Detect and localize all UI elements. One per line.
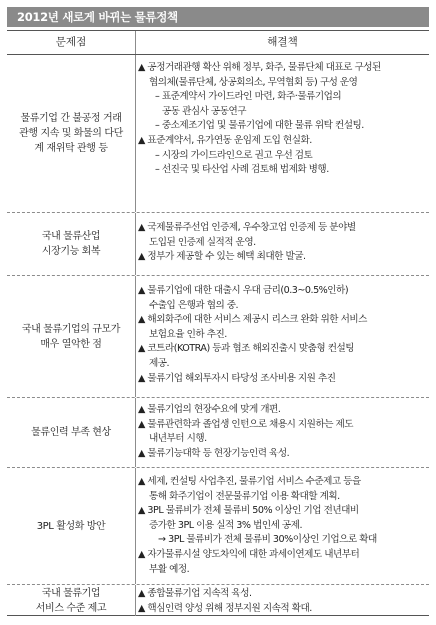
table-row bbox=[7, 397, 429, 467]
solution-line: ▲ 해외화주에 대한 서비스 제공시 리스크 완화 위한 서비스 bbox=[138, 314, 367, 326]
problem-cell: 물류기업 간 불공정 거래 관행 지속 및 화물의 다단 계 재위탁 관행 등 bbox=[19, 113, 123, 154]
solution-line: – 선진국 및 타산업 사례 검토해 법제화 병행. bbox=[155, 164, 329, 176]
problem-cell: 국내 물류기업 서비스 수준 제고 bbox=[35, 587, 107, 614]
solution-line: ▲ 정부가 제공할 수 있는 혜택 최대한 발굴. bbox=[138, 251, 306, 263]
column-divider bbox=[135, 398, 136, 467]
column-divider bbox=[135, 55, 136, 212]
table-row bbox=[7, 55, 429, 212]
problem-cell: 물류인력 부족 현상 bbox=[31, 427, 111, 438]
solution-line: 공동 관심사 공동연구 bbox=[162, 105, 247, 117]
column-divider bbox=[135, 585, 136, 616]
solution-line: ▲ 물류기업 해외투자시 타당성 조사비용 지원 추진 bbox=[138, 372, 336, 384]
solution-line: 부활 예정. bbox=[149, 563, 190, 575]
solution-line: ▲ 물류관련학과 졸업생 인턴으로 채용시 지원하는 제도 bbox=[138, 418, 354, 430]
solution-line: 수출입 은행과 협의 중. bbox=[149, 299, 239, 311]
table-row bbox=[7, 467, 429, 584]
solution-line: 통해 화주기업이 전문물류기업 이용 확대할 계획. bbox=[149, 490, 340, 502]
solution-line: ▲ 종합물류기업 지속적 육성. bbox=[138, 588, 252, 599]
header-solution: 해결책 bbox=[267, 36, 298, 49]
solution-line: 협의체(물류단체, 상공회의소, 무역협회 등) 구성 운영 bbox=[149, 76, 358, 88]
problem-cell: 국내 물류산업 시장기능 회복 bbox=[41, 231, 101, 257]
solution-cell bbox=[138, 398, 426, 467]
solution-line: ▲ 표준계약서, 유가연동 운임제 도입 현실화. bbox=[138, 134, 312, 146]
solution-line: ▲ 코트라(KOTRA) 등과 협조 해외진출시 맞춤형 컨설팅 bbox=[138, 343, 354, 355]
solution-line: → 3PL 물류비가 전체 물류비 30%이상인 기업으로 확대 bbox=[158, 534, 377, 546]
solution-cell bbox=[138, 55, 426, 212]
table-header bbox=[7, 31, 429, 55]
column-divider bbox=[135, 213, 136, 275]
table-row bbox=[7, 584, 429, 616]
solution-line: ▲ 물류기능대학 등 현장기능인력 육성. bbox=[138, 447, 290, 459]
solution-line: ▲ 핵심인력 양성 위해 정부지원 지속적 확대. bbox=[138, 602, 312, 614]
solution-line: 도입된 인증제 실적적 운영. bbox=[149, 236, 256, 248]
solution-line: ▲ 공정거래관행 확산 위해 정부, 화주, 물류단체 대표로 구성된 bbox=[138, 62, 381, 73]
solution-cell bbox=[138, 213, 426, 275]
policy-table bbox=[7, 30, 429, 616]
solution-line: 제공. bbox=[149, 357, 170, 369]
table-row bbox=[7, 275, 429, 397]
solution-line: ▲ 자가물류시설 양도차익에 대한 과세이연제도 내년부터 bbox=[138, 548, 360, 560]
solution-line: 보험요율 인하 추진. bbox=[149, 328, 227, 340]
problem-cell: 3PL 활성화 방안 bbox=[36, 520, 106, 532]
solution-line: 증가한 3PL 이용 실적 3% 법인세 공제. bbox=[149, 519, 303, 531]
page-title: 2012년 새로게 바뀌는 물류정책 bbox=[7, 7, 429, 27]
problem-cell: 국내 물류기업의 규모가 매우 열악한 점 bbox=[21, 323, 121, 350]
solution-cell bbox=[138, 276, 426, 397]
table-row bbox=[7, 212, 429, 275]
solution-line: ▲ 물류기업의 현장수요에 맞게 개편. bbox=[138, 404, 281, 415]
solution-line: 내년부터 시행. bbox=[149, 433, 207, 445]
solution-cell bbox=[138, 585, 426, 616]
header-problem: 문제점 bbox=[55, 36, 87, 48]
solution-line: – 중소제조기업 및 물류기업에 대한 물류 위탁 컨설팅. bbox=[155, 120, 364, 132]
solution-line: – 표준계약서 가이드라인 마련, 화주·물류기업의 bbox=[155, 91, 342, 103]
solution-line: – 시장의 가이드라인으로 권고 우선 검토 bbox=[155, 149, 313, 161]
solution-line: ▲ 국제물류주선업 인증제, 우수창고업 인증제 등 분야별 bbox=[138, 222, 356, 233]
column-divider bbox=[135, 276, 136, 397]
column-divider bbox=[135, 468, 136, 584]
solution-line: ▲ 세제, 컨설팅 사업추진, 물류기업 서비스 수준제고 등을 bbox=[138, 476, 361, 487]
solution-line: ▲ 물류기업에 대한 대출시 우대 금리(0.3~0.5%인하) bbox=[138, 285, 349, 296]
solution-cell bbox=[138, 468, 426, 584]
solution-line: ▲ 3PL 물류비가 전체 물류비 50% 이상인 기업 전년대비 bbox=[138, 505, 359, 517]
